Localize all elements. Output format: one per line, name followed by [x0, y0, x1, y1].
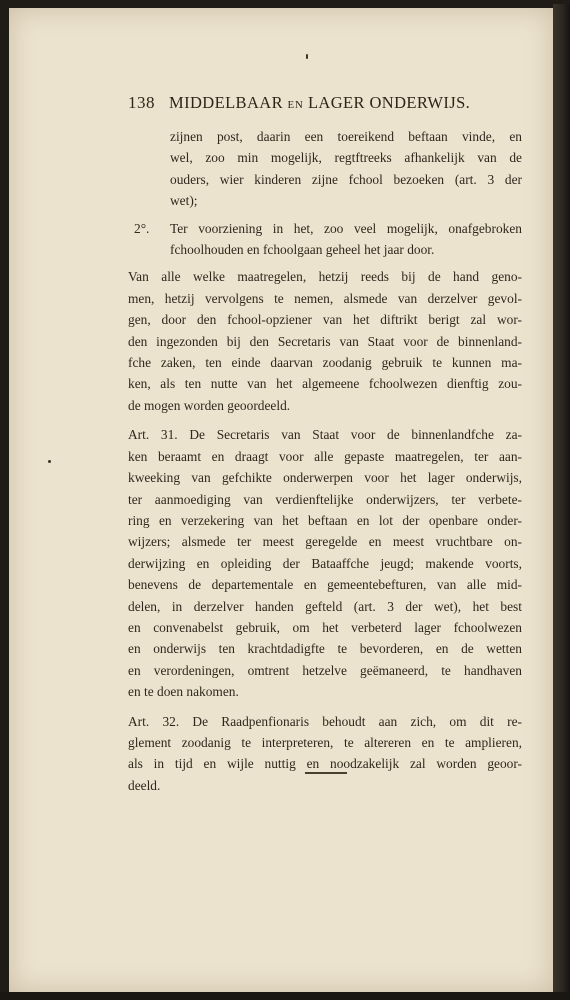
- text-line: ring en verzekering van het beftaan en lot der openbare onder-: [128, 512, 522, 528]
- item-number: 2°.: [134, 220, 150, 236]
- text-line: ken beraamt en draagt voor alle gepaste maatregelen, ter aan-: [128, 448, 522, 464]
- text-line: glement zoodanig te interpreteren, te altereren en te amplieren,: [128, 734, 522, 750]
- text-line: wel, zoo min mogelijk, regtftreeks afhankelijk van de: [170, 150, 522, 166]
- text-line: kweeking van gefchikte onderwerpen voor het lager onderwijs,: [128, 470, 522, 486]
- text-line: delen, in derzelver handen gefteld (art. 3 der wet), het best: [128, 598, 522, 614]
- numbered-item-2: [128, 218, 522, 261]
- article-32: [128, 711, 522, 797]
- paper-speck: [306, 54, 308, 59]
- running-title: [169, 93, 470, 113]
- title-small-word: EN: [287, 99, 304, 111]
- text-line: Art. 31. De Secretaris van Staat voor de binnenlandfche za-: [128, 427, 522, 443]
- text-line: Van alle welke maatregelen, hetzij reeds bij de hand geno-: [128, 269, 522, 285]
- body-text: [128, 126, 522, 796]
- text-line: benevens de departementale en gemeentebefturen, van alle mid-: [128, 577, 522, 593]
- text-line: deeld.: [128, 777, 161, 793]
- page-number: 138: [128, 93, 155, 112]
- paper-speck: [48, 460, 51, 463]
- title-part-2: LAGER ONDERWIJS.: [307, 93, 471, 112]
- text-line: zijnen post, daarin een toereikend beftaan vinde, en: [170, 129, 522, 144]
- text-line: en onderwijs ten krachtdadigfte te bevorderen, en de wetten: [128, 641, 522, 657]
- text-line: den ingezonden bij den Secretaris van Staat voor de binnenland-: [128, 333, 522, 349]
- text-line: de mogen worden geoordeeld.: [128, 397, 291, 413]
- text-line: fche zaken, ten einde daarvan zoodanig gebruik te kunnen ma-: [128, 355, 522, 371]
- paragraph-maatregelen: [128, 266, 522, 416]
- text-line: en verordeningen, omtrent hetzelve geëmaneerd, te handhaven: [128, 662, 522, 678]
- title-part-1: MIDDELBAAR: [169, 93, 283, 112]
- scan-bottom-edge: [0, 992, 570, 1000]
- text-line: ter aanmoediging van verdienftelijke onderwijzers, ter verbete-: [128, 491, 522, 507]
- text-line: wijzers; alsmede ter meest geregelde en meest vruchtbare on-: [128, 534, 522, 550]
- end-rule: [305, 772, 347, 774]
- continuation-block: [128, 126, 522, 212]
- text-line: wet);: [170, 193, 198, 209]
- text-line: gen, door den fchool-opziener van het diftrikt berigt zal wor-: [128, 312, 522, 328]
- running-header: [128, 93, 484, 113]
- article-31: [128, 424, 522, 702]
- text-line: derwijzing en opleiding der Bataaffche jeugd; makende voorts,: [128, 555, 522, 571]
- text-line: en te doen nakomen.: [128, 684, 239, 700]
- text-line: ken, als ten nutte van het algemeene fchoolwezen dienftig zou-: [128, 376, 522, 392]
- book-spine-edge: [553, 4, 570, 1000]
- text-line: fchoolhouden en fchoolgaan geheel het jaar door.: [170, 242, 435, 258]
- text-line: ouders, wier kinderen zijne fchool bezoeken (art. 3 der: [170, 171, 522, 187]
- text-line: als in tijd en wijle nuttig en noodzakelijk zal worden geoor-: [128, 756, 522, 772]
- text-line: en convenabelst gebruik, om het verbeterd lager fchoolwezen: [128, 619, 522, 635]
- text-line: men, hetzij vervolgens te nemen, alsmede van derzelver gevol-: [128, 290, 522, 306]
- text-line: Art. 32. De Raadpenfionaris behoudt aan zich, om dit re-: [128, 713, 522, 729]
- text-line: Ter voorziening in het, zoo veel mogelijk, onafgebroken: [170, 220, 522, 236]
